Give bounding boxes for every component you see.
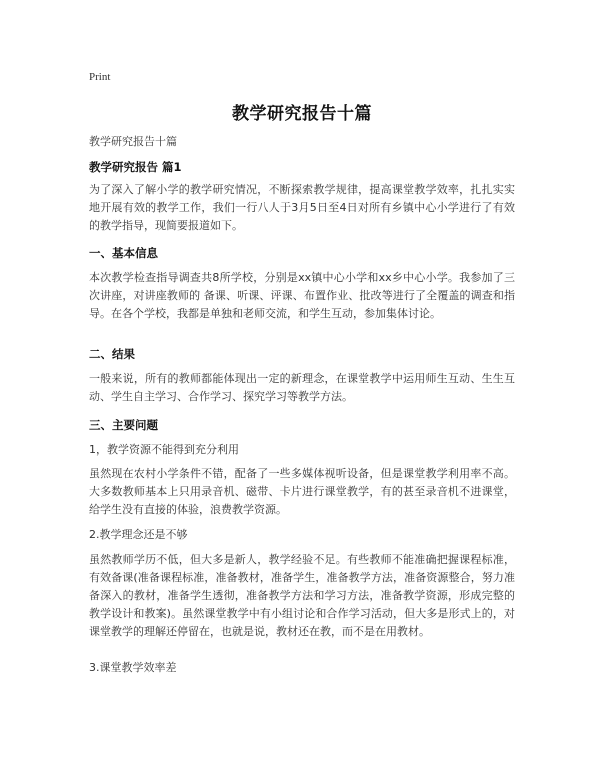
- section-heading-basic-info: 一、基本信息: [89, 246, 158, 260]
- problem-item-1-title: 1，教学资源不能得到充分利用: [89, 443, 239, 456]
- section-heading-problems: 三、主要问题: [89, 418, 158, 432]
- problem-item-1-body: 虽然现在农村小学条件不错，配备了一些多媒体视听设备，但是课堂教学利用率不高。大多数教师基本上只用录音机、磁带、卡片进行课堂教学，有的甚至录音机不进课堂，给学生没有直接的体验，浪费教学资源。: [89, 467, 515, 516]
- print-link[interactable]: Print: [89, 71, 111, 83]
- problem-item-3-title: 3.课堂教学效率差: [89, 661, 177, 674]
- basic-info-paragraph: 本次教学检查指导调查共8所学校，分别是xx镇中心小学和xx乡中心小学。我参加了三次讲座，对讲座教师的 备课、听课、评课、布置作业、批改等进行了全覆盖的调查和指导。在各个学校，我都是单独和老师交流，和学生互动，参加集体讨论。: [89, 271, 515, 320]
- section-heading-results: 二、结果: [89, 347, 135, 361]
- document-title: 教学研究报告十篇: [232, 104, 372, 124]
- problem-item-2-title: 2.教学理念还是不够: [89, 528, 188, 541]
- problem-item-2-body: 虽然教师学历不低，但大多是新人，教学经验不足。有些教师不能准确把握课程标准，有效备课(准备课程标准，准备教材，准备学生，准备教学方法，准备资源整合，努力准备深入的教材，准备学生透彻，准备教学方法和学习方法，准备教学资源，形成完整的教学设计和教案)。虽然课堂教学中有小组讨论和合作学习活动，但大多是形式上的，对课堂教学的理解还停留在，也就是说，教材还在教，而不是在用教材。: [89, 553, 515, 638]
- document-subtitle: 教学研究报告十篇: [89, 135, 177, 148]
- intro-paragraph: 为了深入了解小学的教学研究情况，不断探索教学规律，提高课堂教学效率，扎扎实实地开展有效的教学工作，我们一行八人于3月5日至4日对所有乡镇中心小学进行了有效的教学指导，现简要报道如下。: [89, 183, 515, 232]
- article-heading: 教学研究报告 篇1: [89, 160, 182, 174]
- results-paragraph: 一般来说，所有的教师都能体现出一定的新理念，在课堂教学中运用师生互动、生生互动、学生自主学习、合作学习、探究学习等教学方法。: [89, 372, 515, 403]
